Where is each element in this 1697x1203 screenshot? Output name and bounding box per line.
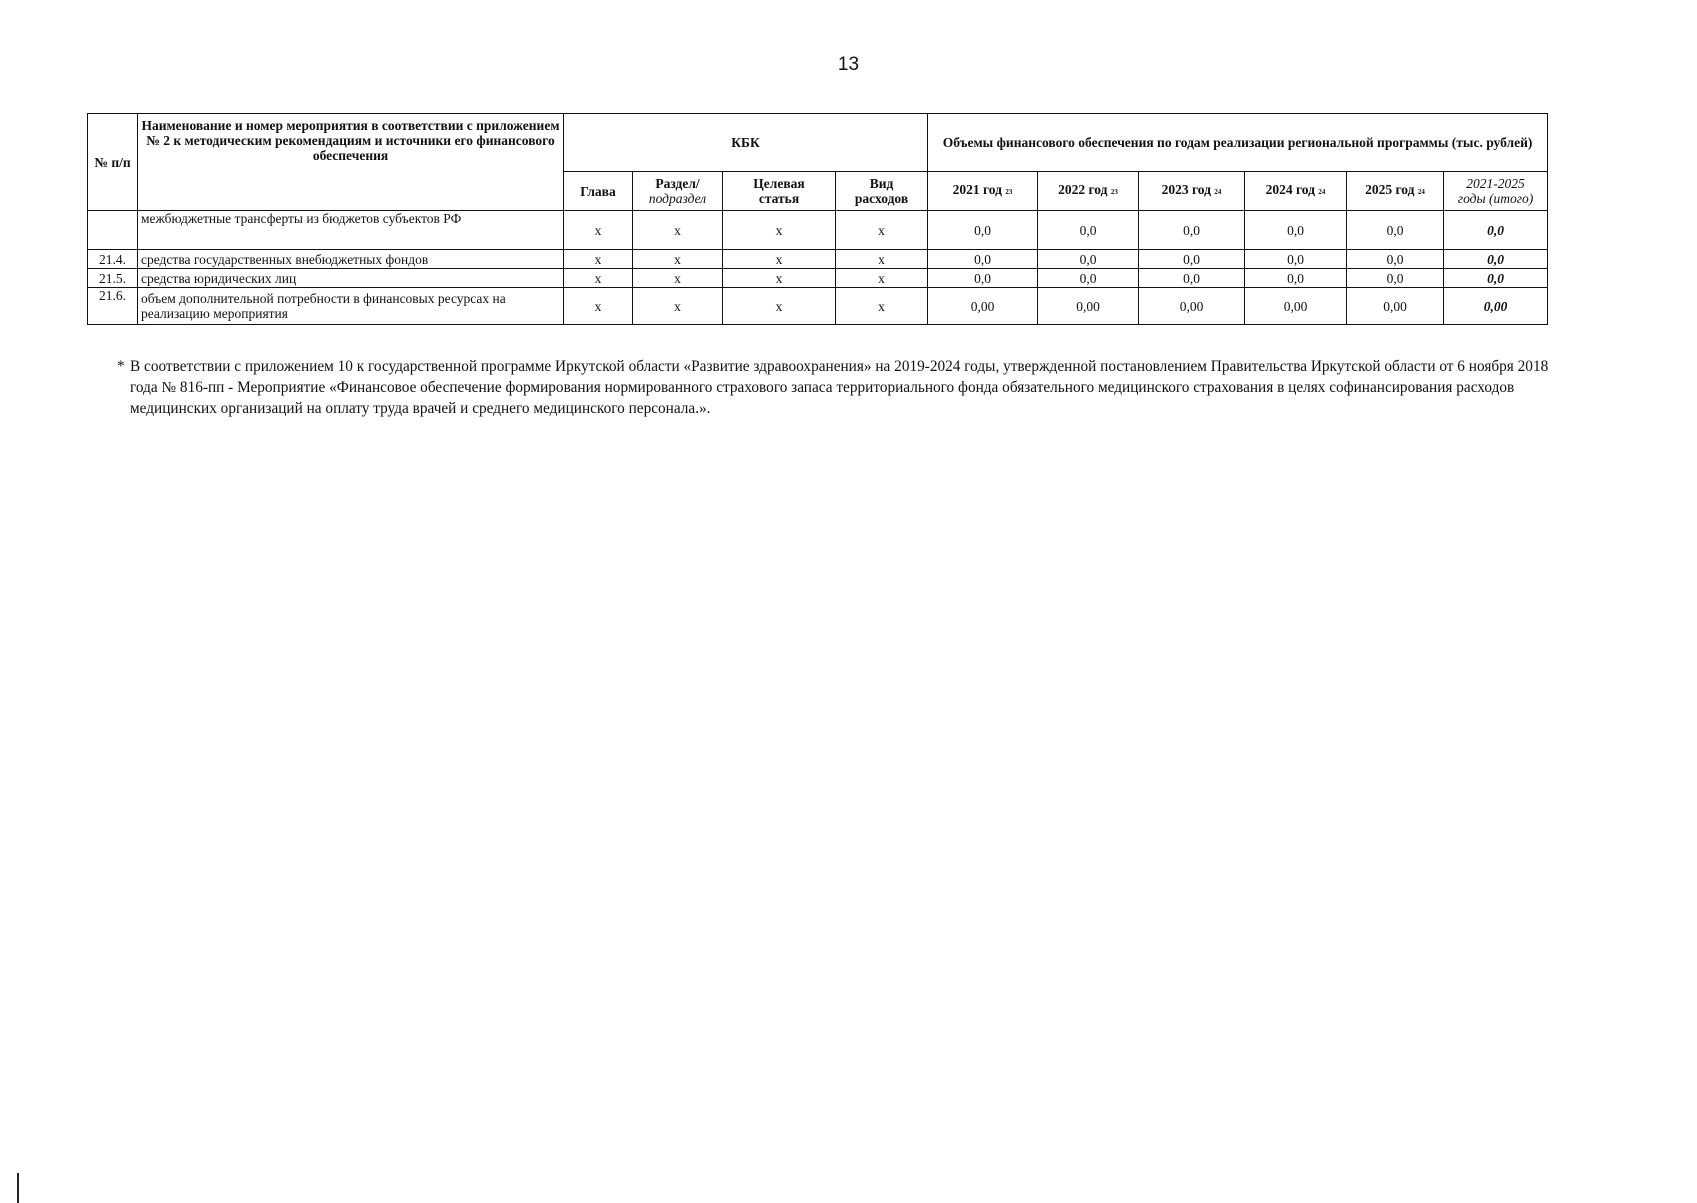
kbk-celevaya: х bbox=[723, 211, 836, 250]
kbk-vid: х bbox=[836, 250, 928, 269]
value-2023: 0,0 bbox=[1139, 269, 1245, 288]
header-total bbox=[1444, 172, 1548, 211]
footnote bbox=[117, 356, 1550, 419]
header-vid bbox=[836, 172, 928, 211]
value-2025: 0,0 bbox=[1347, 250, 1444, 269]
header-glava: Глава bbox=[564, 172, 633, 211]
header-year-2025: 2025 год 24 bbox=[1347, 172, 1444, 211]
value-2025: 0,0 bbox=[1347, 211, 1444, 250]
header-celevaya-line2: статья bbox=[758, 191, 800, 206]
row-num bbox=[88, 211, 138, 250]
value-2021: 0,0 bbox=[928, 211, 1038, 250]
kbk-glava: х bbox=[564, 211, 633, 250]
value-2023: 0,00 bbox=[1139, 288, 1245, 325]
footnote-ref: 24 bbox=[1417, 188, 1425, 196]
value-total: 0,0 bbox=[1444, 269, 1548, 288]
value-2021: 0,0 bbox=[928, 269, 1038, 288]
value-total: 0,00 bbox=[1444, 288, 1548, 325]
header-celevaya bbox=[723, 172, 836, 211]
value-2022: 0,0 bbox=[1038, 211, 1139, 250]
row-name: средства государственных внебюджетных фондов bbox=[138, 250, 564, 269]
kbk-glava: х bbox=[564, 250, 633, 269]
table-row bbox=[88, 269, 1548, 288]
value-2024: 0,00 bbox=[1245, 288, 1347, 325]
row-name: средства юридических лиц bbox=[138, 269, 564, 288]
table-row bbox=[88, 250, 1548, 269]
header-total-line2: годы (итого) bbox=[1457, 191, 1534, 206]
value-2024: 0,0 bbox=[1245, 269, 1347, 288]
kbk-celevaya: х bbox=[723, 288, 836, 325]
header-vid-line1: Вид bbox=[869, 176, 894, 191]
header-razdel-line2: подраздел bbox=[648, 191, 707, 206]
value-2021: 0,0 bbox=[928, 250, 1038, 269]
footnote-ref: 24 bbox=[1214, 188, 1222, 196]
kbk-celevaya: х bbox=[723, 269, 836, 288]
kbk-vid: х bbox=[836, 288, 928, 325]
row-num: 21.5. bbox=[88, 269, 138, 288]
value-2024: 0,0 bbox=[1245, 250, 1347, 269]
header-razdel-line1: Раздел/ bbox=[655, 176, 700, 191]
header-kbk: КБК bbox=[564, 114, 928, 172]
value-total: 0,0 bbox=[1444, 250, 1548, 269]
header-year-2024: 2024 год 24 bbox=[1245, 172, 1347, 211]
kbk-razdel: х bbox=[633, 250, 723, 269]
footnote-text: В соответствии с приложением 10 к государственной программе Иркутской области «Развитие здравоохранения» на 2019-2024 годы, утвержденной постановлением Правительства Иркутской области от 6 ноября 2018 года № 816-пп - Мероприятие «Финансовое обеспечение формирования нормированного страхового запаса территориального фонда обязательного медицинского страхования в целях софинансирования расходов медицинских организаций на оплату труда врачей и среднего медицинского персонала.». bbox=[130, 358, 1549, 417]
kbk-glava: х bbox=[564, 288, 633, 325]
value-2022: 0,0 bbox=[1038, 250, 1139, 269]
value-2025: 0,0 bbox=[1347, 269, 1444, 288]
footnote-marker: * bbox=[117, 358, 125, 375]
page-number: 13 bbox=[837, 54, 860, 75]
value-2024: 0,0 bbox=[1245, 211, 1347, 250]
kbk-glava: х bbox=[564, 269, 633, 288]
kbk-celevaya: х bbox=[723, 250, 836, 269]
kbk-razdel: х bbox=[633, 288, 723, 325]
kbk-vid: х bbox=[836, 269, 928, 288]
kbk-razdel: х bbox=[633, 211, 723, 250]
kbk-vid: х bbox=[836, 211, 928, 250]
margin-mark bbox=[17, 1173, 19, 1203]
value-2025: 0,00 bbox=[1347, 288, 1444, 325]
financing-table bbox=[87, 113, 1548, 325]
header-volumes: Объемы финансового обеспечения по годам реализации региональной программы (тыс. рублей) bbox=[928, 114, 1548, 172]
header-year-2023: 2023 год 24 bbox=[1139, 172, 1245, 211]
row-num: 21.6. bbox=[88, 288, 138, 325]
header-num: № п/п bbox=[88, 114, 138, 211]
header-year-2022: 2022 год 23 bbox=[1038, 172, 1139, 211]
header-celevaya-line1: Целевая bbox=[753, 176, 805, 191]
header-year-2021: 2021 год 23 bbox=[928, 172, 1038, 211]
row-name: межбюджетные трансферты из бюджетов субъектов РФ bbox=[138, 211, 564, 250]
value-2023: 0,0 bbox=[1139, 211, 1245, 250]
row-name: объем дополнительной потребности в финансовых ресурсах на реализацию мероприятия bbox=[138, 288, 564, 325]
header-vid-line2: расходов bbox=[854, 191, 909, 206]
header-razdel bbox=[633, 172, 723, 211]
table-row bbox=[88, 288, 1548, 325]
footnote-ref: 23 bbox=[1005, 188, 1013, 196]
header-total-line1: 2021-2025 bbox=[1466, 176, 1525, 191]
kbk-razdel: х bbox=[633, 269, 723, 288]
value-total: 0,0 bbox=[1444, 211, 1548, 250]
value-2021: 0,00 bbox=[928, 288, 1038, 325]
value-2022: 0,00 bbox=[1038, 288, 1139, 325]
footnote-ref: 24 bbox=[1318, 188, 1326, 196]
row-num: 21.4. bbox=[88, 250, 138, 269]
table-row bbox=[88, 211, 1548, 250]
value-2023: 0,0 bbox=[1139, 250, 1245, 269]
header-name: Наименование и номер мероприятия в соответствии с приложением № 2 к методическим рекомендациям и источники его финансового обеспечения bbox=[138, 114, 564, 211]
value-2022: 0,0 bbox=[1038, 269, 1139, 288]
footnote-ref: 23 bbox=[1110, 188, 1118, 196]
